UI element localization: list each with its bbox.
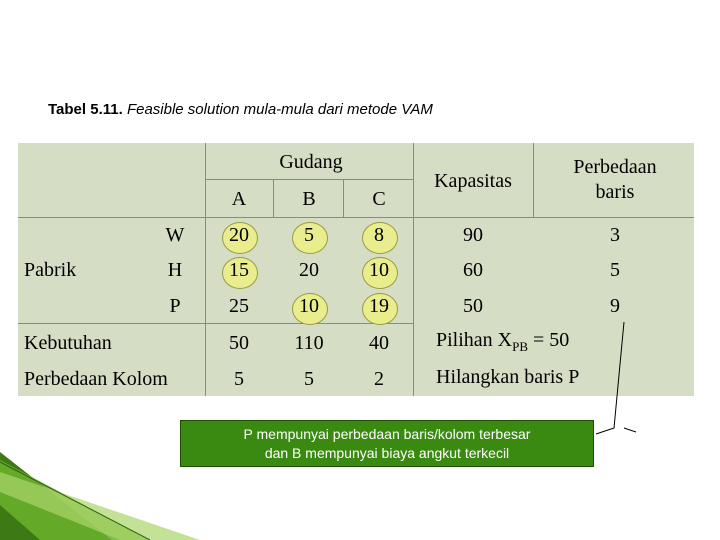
callout-tick: [624, 428, 636, 432]
table-title: [48, 101, 433, 118]
perbedaan-w: 3: [610, 224, 620, 246]
grid-line: [18, 217, 694, 218]
hilangkan-text: Hilangkan baris P: [436, 366, 580, 388]
note-line2: dan B mempunyai biaya angkut terkecil: [264, 445, 510, 461]
vam-table: [18, 143, 694, 396]
kebutuhan-b: 110: [294, 332, 324, 354]
row-label-w: W: [165, 224, 185, 246]
grid-line: [205, 179, 413, 180]
table-number: Tabel 5.11.: [48, 101, 123, 118]
perbedaan-kolom-c: 2: [374, 368, 384, 390]
cost-p-a: 25: [229, 295, 249, 317]
pilihan-sub: PB: [512, 339, 529, 354]
header-perbedaan-line1: Perbedaan: [573, 156, 657, 178]
kebutuhan-a: 50: [229, 332, 249, 354]
kapasitas-p: 50: [463, 295, 483, 317]
header-perbedaan-line2: baris: [595, 181, 635, 203]
note-box: [180, 420, 594, 467]
row-label-h: H: [167, 259, 183, 281]
cost-w-c: 8: [374, 224, 384, 246]
swoosh-light: [0, 472, 200, 540]
kapasitas-h: 60: [463, 259, 483, 281]
grid-line: [533, 143, 534, 217]
cost-w-b: 5: [304, 224, 314, 246]
cost-w-a: 20: [229, 224, 249, 246]
cost-h-b: 20: [299, 259, 319, 281]
header-gudang: Gudang: [279, 151, 343, 173]
grid-line: [18, 323, 413, 324]
table-caption: Feasible solution mula-mula dari metode VAM: [126, 101, 433, 118]
grid-line: [273, 179, 274, 217]
perbedaan-p: 9: [610, 295, 620, 317]
cost-h-c: 10: [369, 259, 389, 281]
kebutuhan-c: 40: [369, 332, 389, 354]
pabrik-label: Pabrik: [24, 259, 77, 281]
pilihan-prefix: Pilihan X: [436, 329, 513, 351]
header-col-a: A: [231, 188, 247, 210]
pilihan-text: [436, 329, 569, 355]
grid-line: [413, 143, 414, 396]
cost-h-a: 15: [229, 259, 249, 281]
swoosh-dark: [0, 452, 112, 540]
swoosh-mid: [0, 460, 150, 540]
row-label-p: P: [169, 295, 181, 317]
perbedaan-kolom-a: 5: [234, 368, 244, 390]
grid-line: [343, 179, 344, 217]
header-perbedaan-baris: [573, 155, 656, 205]
perbedaan-h: 5: [610, 259, 620, 281]
kebutuhan-label: Kebutuhan: [24, 332, 112, 354]
grid-line: [205, 143, 206, 396]
header-kapasitas: Kapasitas: [434, 170, 512, 192]
swoosh-line: [0, 462, 150, 540]
pilihan-suffix: = 50: [528, 329, 570, 351]
header-col-b: B: [302, 188, 316, 210]
cost-p-b: 10: [299, 295, 319, 317]
perbedaan-kolom-b: 5: [304, 368, 314, 390]
perbedaan-kolom-label: Perbedaan Kolom: [24, 368, 168, 390]
cost-p-c: 19: [369, 295, 389, 317]
kapasitas-w: 90: [463, 224, 483, 246]
note-line1: P mempunyai perbedaan baris/kolom terbesar: [243, 426, 531, 442]
header-col-c: C: [372, 188, 386, 210]
